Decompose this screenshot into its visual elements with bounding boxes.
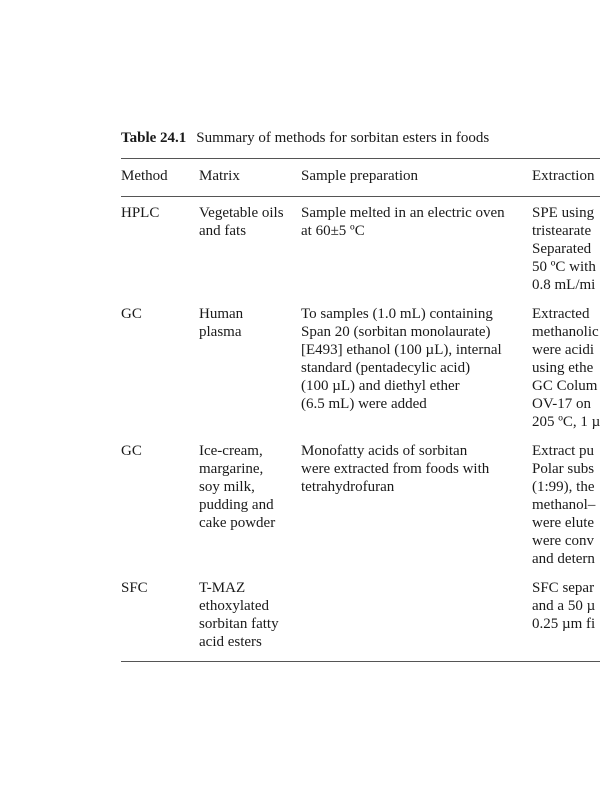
row-4-method: SFC (121, 580, 148, 596)
header-matrix: Matrix (199, 168, 240, 184)
row-1-matrix: Vegetable oils and fats (199, 205, 284, 239)
row-3-extraction: Extract pu Polar subs (1:99), the methanol– were elute were conv and detern (532, 443, 596, 567)
row-1-method: HPLC (121, 205, 160, 221)
header-bottom-rule (121, 196, 600, 197)
header-sample-preparation: Sample preparation (301, 168, 419, 184)
row-2-extraction: Extracted methanolic were acidi using ethe GC Colum OV-17 on 205 ºC, 1 µ (532, 306, 600, 430)
row-3-matrix: Ice-cream, margarine, soy milk, pudding and cake powder (199, 443, 276, 531)
row-2-sample-preparation: To samples (1.0 mL) containing Span 20 (sorbitan monolaurate) [E493] ethanol (100 µL), internal standard (pentadecylic acid) (100 µL) and diethyl ether (6.5 mL) were added (301, 306, 502, 412)
row-2-method: GC (121, 306, 142, 322)
row-4-matrix: T-MAZ ethoxylated sorbitan fatty acid esters (199, 580, 279, 650)
row-4-extraction: SFC separ and a 50 µ 0.25 µm fi (532, 580, 596, 632)
row-2-matrix: Human plasma (199, 306, 244, 340)
row-3-sample-preparation: Monofatty acids of sorbitan were extracted from foods with tetrahydrofuran (301, 443, 490, 495)
table-top-rule (121, 158, 600, 159)
table-number: Table 24.1 (121, 130, 187, 146)
table-caption (121, 130, 489, 147)
table-bottom-rule (121, 661, 600, 662)
header-extraction: Extraction (532, 168, 595, 184)
row-1-extraction: SPE using tristearate Separated 50 ºC with 0.8 mL/mi (532, 205, 596, 293)
row-3-method: GC (121, 443, 142, 459)
row-1-sample-preparation: Sample melted in an electric oven at 60±5 ºC (301, 205, 505, 239)
header-method: Method (121, 168, 168, 184)
table-title: Summary of methods for sorbitan esters in foods (196, 130, 490, 146)
